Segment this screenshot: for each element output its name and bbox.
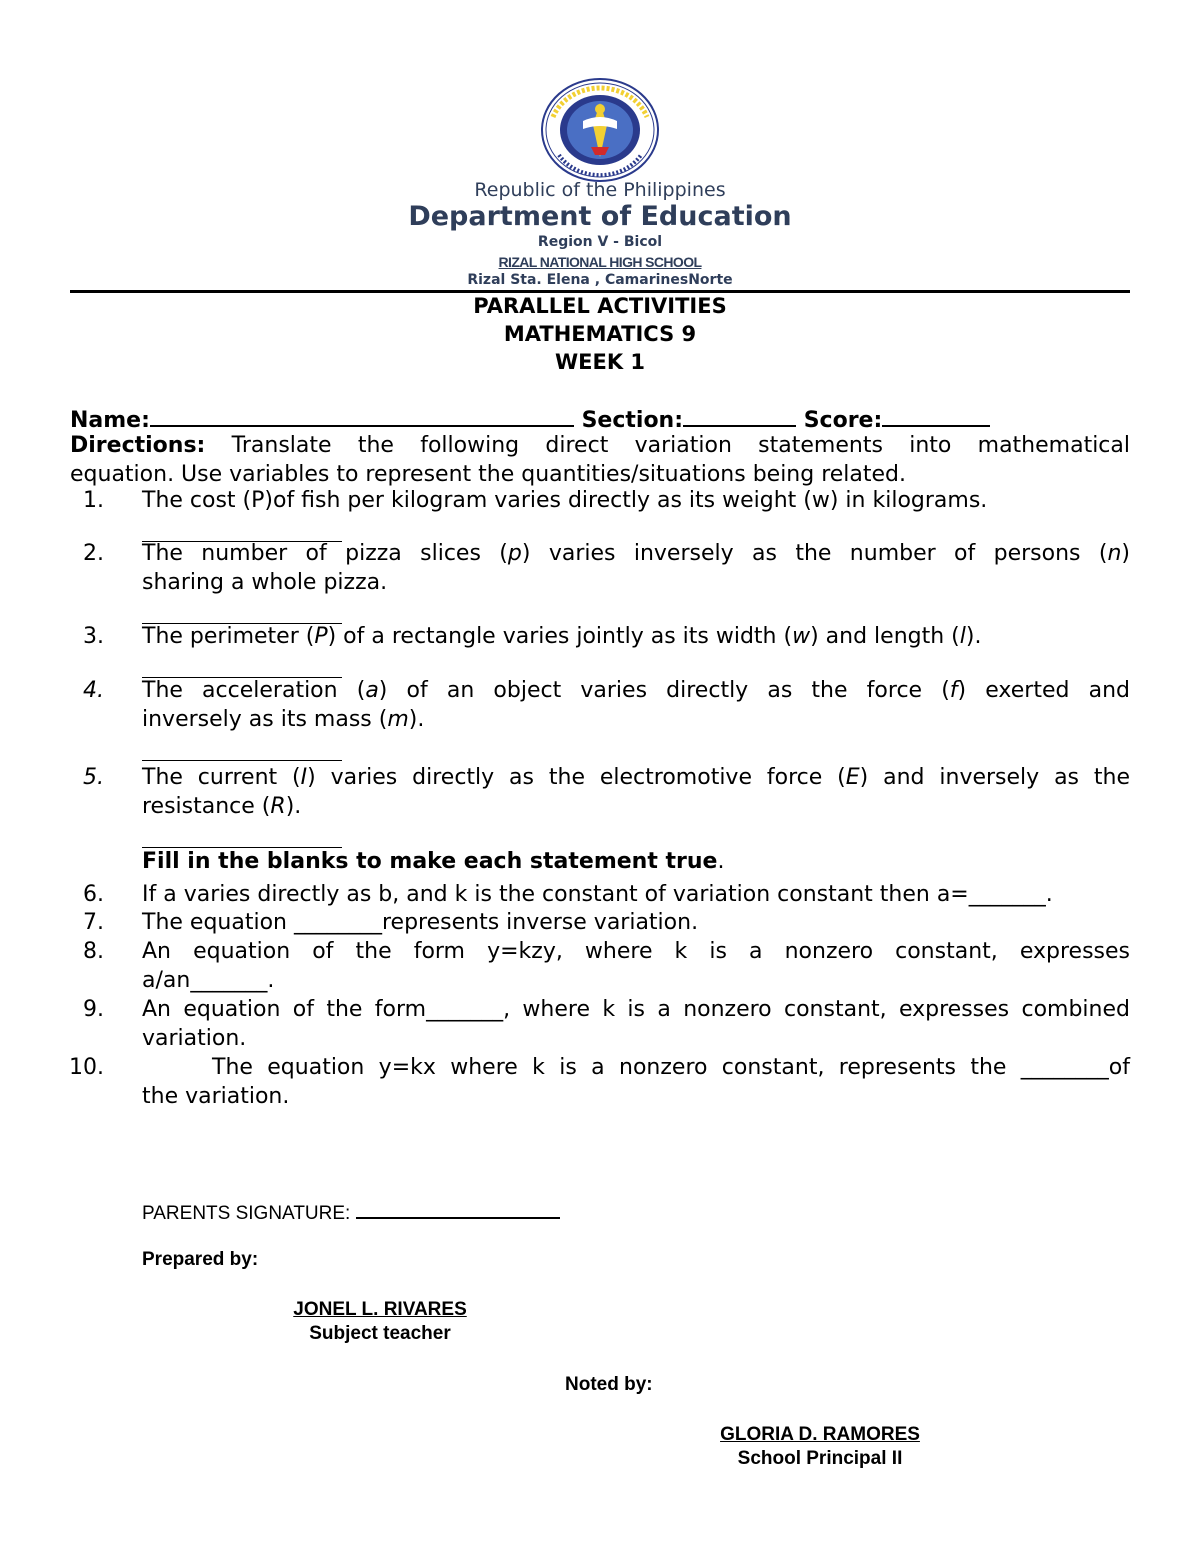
answer-blank[interactable] bbox=[142, 736, 342, 761]
question-text: The number of pizza slices (p) varies inversely as the number of persons (n) bbox=[142, 541, 1131, 566]
question-text: The equation y=kx where k is a nonzero constant, represents the ________of bbox=[212, 1055, 1130, 1080]
question-1 bbox=[70, 486, 1130, 542]
section-field[interactable] bbox=[683, 404, 796, 427]
title-week: WEEK 1 bbox=[554, 350, 646, 374]
student-info-line bbox=[70, 404, 990, 433]
name-label: Name: bbox=[70, 408, 150, 433]
question-text: The equation ________represents inverse variation. bbox=[142, 910, 699, 935]
score-label: Score: bbox=[803, 408, 883, 433]
question-text: If a varies directly as b, and k is the constant of variation constant then a=_______. bbox=[142, 882, 1053, 907]
teacher-signature-block bbox=[270, 1299, 490, 1345]
question-number: 9. bbox=[83, 997, 104, 1022]
answer-blank[interactable] bbox=[142, 823, 342, 848]
answer-blank[interactable] bbox=[142, 599, 342, 624]
question-number: 1. bbox=[83, 488, 104, 513]
question-text-cont: the variation. bbox=[142, 1084, 290, 1109]
question-8 bbox=[70, 937, 1130, 995]
school-name: RIZAL NATIONAL HIGH SCHOOL bbox=[498, 254, 702, 270]
parents-signature bbox=[142, 1199, 560, 1225]
republic-heading: Republic of the Philippines bbox=[474, 179, 726, 201]
question-text: The current (I) varies directly as the electromotive force (E) and inversely as the bbox=[142, 765, 1131, 790]
school-address: Rizal Sta. Elena , CamarinesNorte bbox=[467, 272, 733, 288]
answer-blank[interactable] bbox=[142, 653, 342, 678]
directions-label: Directions: bbox=[70, 433, 206, 458]
principal-name: GLORIA D. RAMORES bbox=[720, 1424, 920, 1445]
question-10 bbox=[70, 1053, 1130, 1111]
question-text-cont: resistance (R). bbox=[142, 794, 302, 819]
fill-in-heading: Fill in the blanks to make each statement true. bbox=[142, 849, 725, 874]
title-subject: MATHEMATICS 9 bbox=[503, 322, 697, 346]
header-divider bbox=[70, 290, 1130, 293]
question-text-cont: variation. bbox=[142, 1026, 247, 1051]
question-number: 3. bbox=[83, 624, 104, 649]
question-text: The acceleration (a) of an object varies directly as the force (f) exerted and bbox=[142, 678, 1131, 703]
question-number: 4. bbox=[83, 678, 104, 703]
deped-seal-logo bbox=[539, 77, 661, 183]
noted-by-label: Noted by: bbox=[565, 1374, 653, 1395]
question-number: 8. bbox=[83, 939, 104, 964]
question-2 bbox=[70, 539, 1130, 624]
question-text: The perimeter (P) of a rectangle varies jointly as its width (w) and length (l). bbox=[142, 624, 982, 649]
question-number: 10. bbox=[69, 1055, 104, 1080]
prepared-by-label: Prepared by: bbox=[142, 1249, 259, 1270]
question-4 bbox=[70, 676, 1130, 761]
parents-signature-field[interactable] bbox=[356, 1199, 560, 1219]
directions-paragraph bbox=[70, 431, 1130, 489]
question-9 bbox=[70, 995, 1130, 1053]
principal-signature-block bbox=[690, 1424, 950, 1470]
question-3 bbox=[70, 622, 1130, 678]
question-text: The cost (P)of fish per kilogram varies directly as its weight (w) in kilograms. bbox=[142, 488, 988, 513]
question-number: 6. bbox=[83, 882, 104, 907]
question-text-cont: sharing a whole pizza. bbox=[142, 570, 388, 595]
question-number: 7. bbox=[83, 910, 104, 935]
section-label: Section: bbox=[581, 408, 684, 433]
question-text: An equation of the form_______, where k is a nonzero constant, expresses combined bbox=[142, 997, 1130, 1022]
question-text-cont: a/an_______. bbox=[142, 968, 275, 993]
directions-text-1: Translate the following direct variation statements into mathematical bbox=[205, 433, 1130, 458]
question-text: An equation of the form y=kzy, where k is a nonzero constant, expresses bbox=[142, 939, 1130, 964]
department-heading: Department of Education bbox=[408, 201, 792, 232]
question-text-cont: inversely as its mass (m). bbox=[142, 707, 425, 732]
name-field[interactable] bbox=[150, 404, 574, 427]
question-5 bbox=[70, 763, 1130, 848]
title-activities: PARALLEL ACTIVITIES bbox=[473, 294, 727, 318]
question-number: 2. bbox=[83, 541, 104, 566]
parents-signature-label: PARENTS SIGNATURE: bbox=[142, 1203, 351, 1224]
principal-role: School Principal II bbox=[737, 1448, 903, 1469]
question-number: 5. bbox=[83, 765, 104, 790]
question-6 bbox=[70, 880, 1130, 909]
region-heading: Region V - Bicol bbox=[537, 234, 663, 250]
score-field[interactable] bbox=[882, 404, 990, 427]
teacher-name: JONEL L. RIVARES bbox=[293, 1299, 467, 1320]
question-7 bbox=[70, 908, 1130, 937]
directions-text-2: equation. Use variables to represent the quantities/situations being related. bbox=[70, 462, 907, 487]
teacher-role: Subject teacher bbox=[309, 1323, 451, 1344]
